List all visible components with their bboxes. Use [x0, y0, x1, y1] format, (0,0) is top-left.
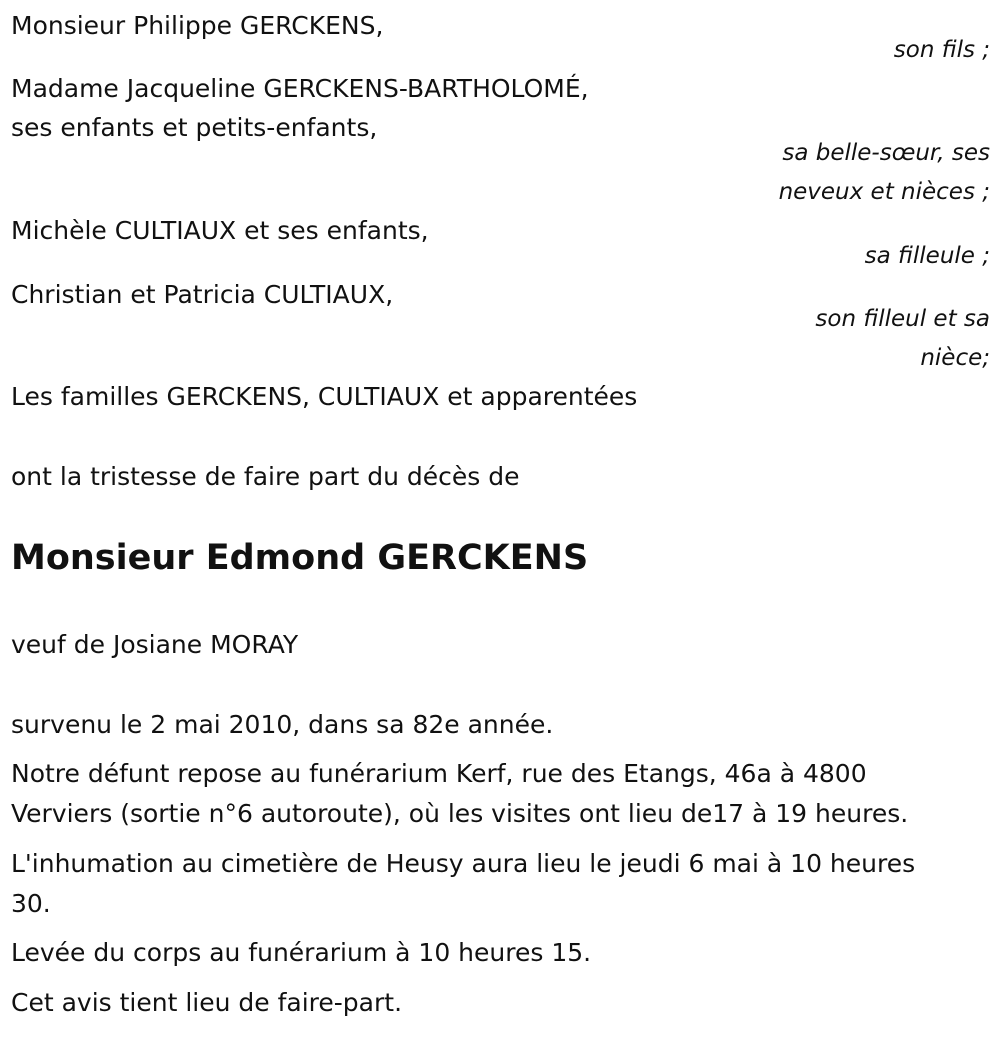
- notice-note: Cet avis tient lieu de faire-part.: [11, 988, 403, 1017]
- goddaughter-relation: sa filleule ;: [864, 243, 990, 269]
- death-date-line: survenu le 2 mai 2010, dans sa 82e année.: [11, 710, 554, 739]
- godson-relation-line1: son filleul et sa: [815, 306, 990, 332]
- families-line: Les familles GERCKENS, CULTIAUX et apparentées: [11, 382, 638, 411]
- levee-line: Levée du corps au funérarium à 10 heures 15.: [11, 938, 592, 967]
- godson-name: Christian et Patricia CULTIAUX,: [11, 280, 394, 309]
- goddaughter-name: Michèle CULTIAUX et ses enfants,: [11, 216, 429, 245]
- godson-relation-line2: nièce;: [920, 345, 990, 371]
- deceased-name: Monsieur Edmond GERCKENS: [11, 538, 589, 578]
- announcement-text: ont la tristesse de faire part du décès de: [11, 462, 520, 491]
- sister-in-law-relation-line2: neveux et nièces ;: [778, 179, 990, 205]
- sister-in-law-relation-line1: sa belle-sœur, ses: [782, 140, 990, 166]
- burial-line1: L'inhumation au cimetière de Heusy aura lieu le jeudi 6 mai à 10 heures: [11, 849, 916, 878]
- funerarium-line2: Verviers (sortie n°6 autoroute), où les visites ont lieu de17 à 19 heures.: [11, 799, 909, 828]
- sister-in-law-descendants: ses enfants et petits-enfants,: [11, 113, 378, 142]
- funerarium-line1: Notre défunt repose au funérarium Kerf, rue des Etangs, 46a à 4800: [11, 759, 867, 788]
- son-relation: son fils ;: [893, 37, 990, 63]
- widower-line: veuf de Josiane MORAY: [11, 630, 299, 659]
- son-name: Monsieur Philippe GERCKENS,: [11, 11, 384, 40]
- burial-line2: 30.: [11, 889, 51, 918]
- sister-in-law-name: Madame Jacqueline GERCKENS-BARTHOLOMÉ,: [11, 74, 589, 103]
